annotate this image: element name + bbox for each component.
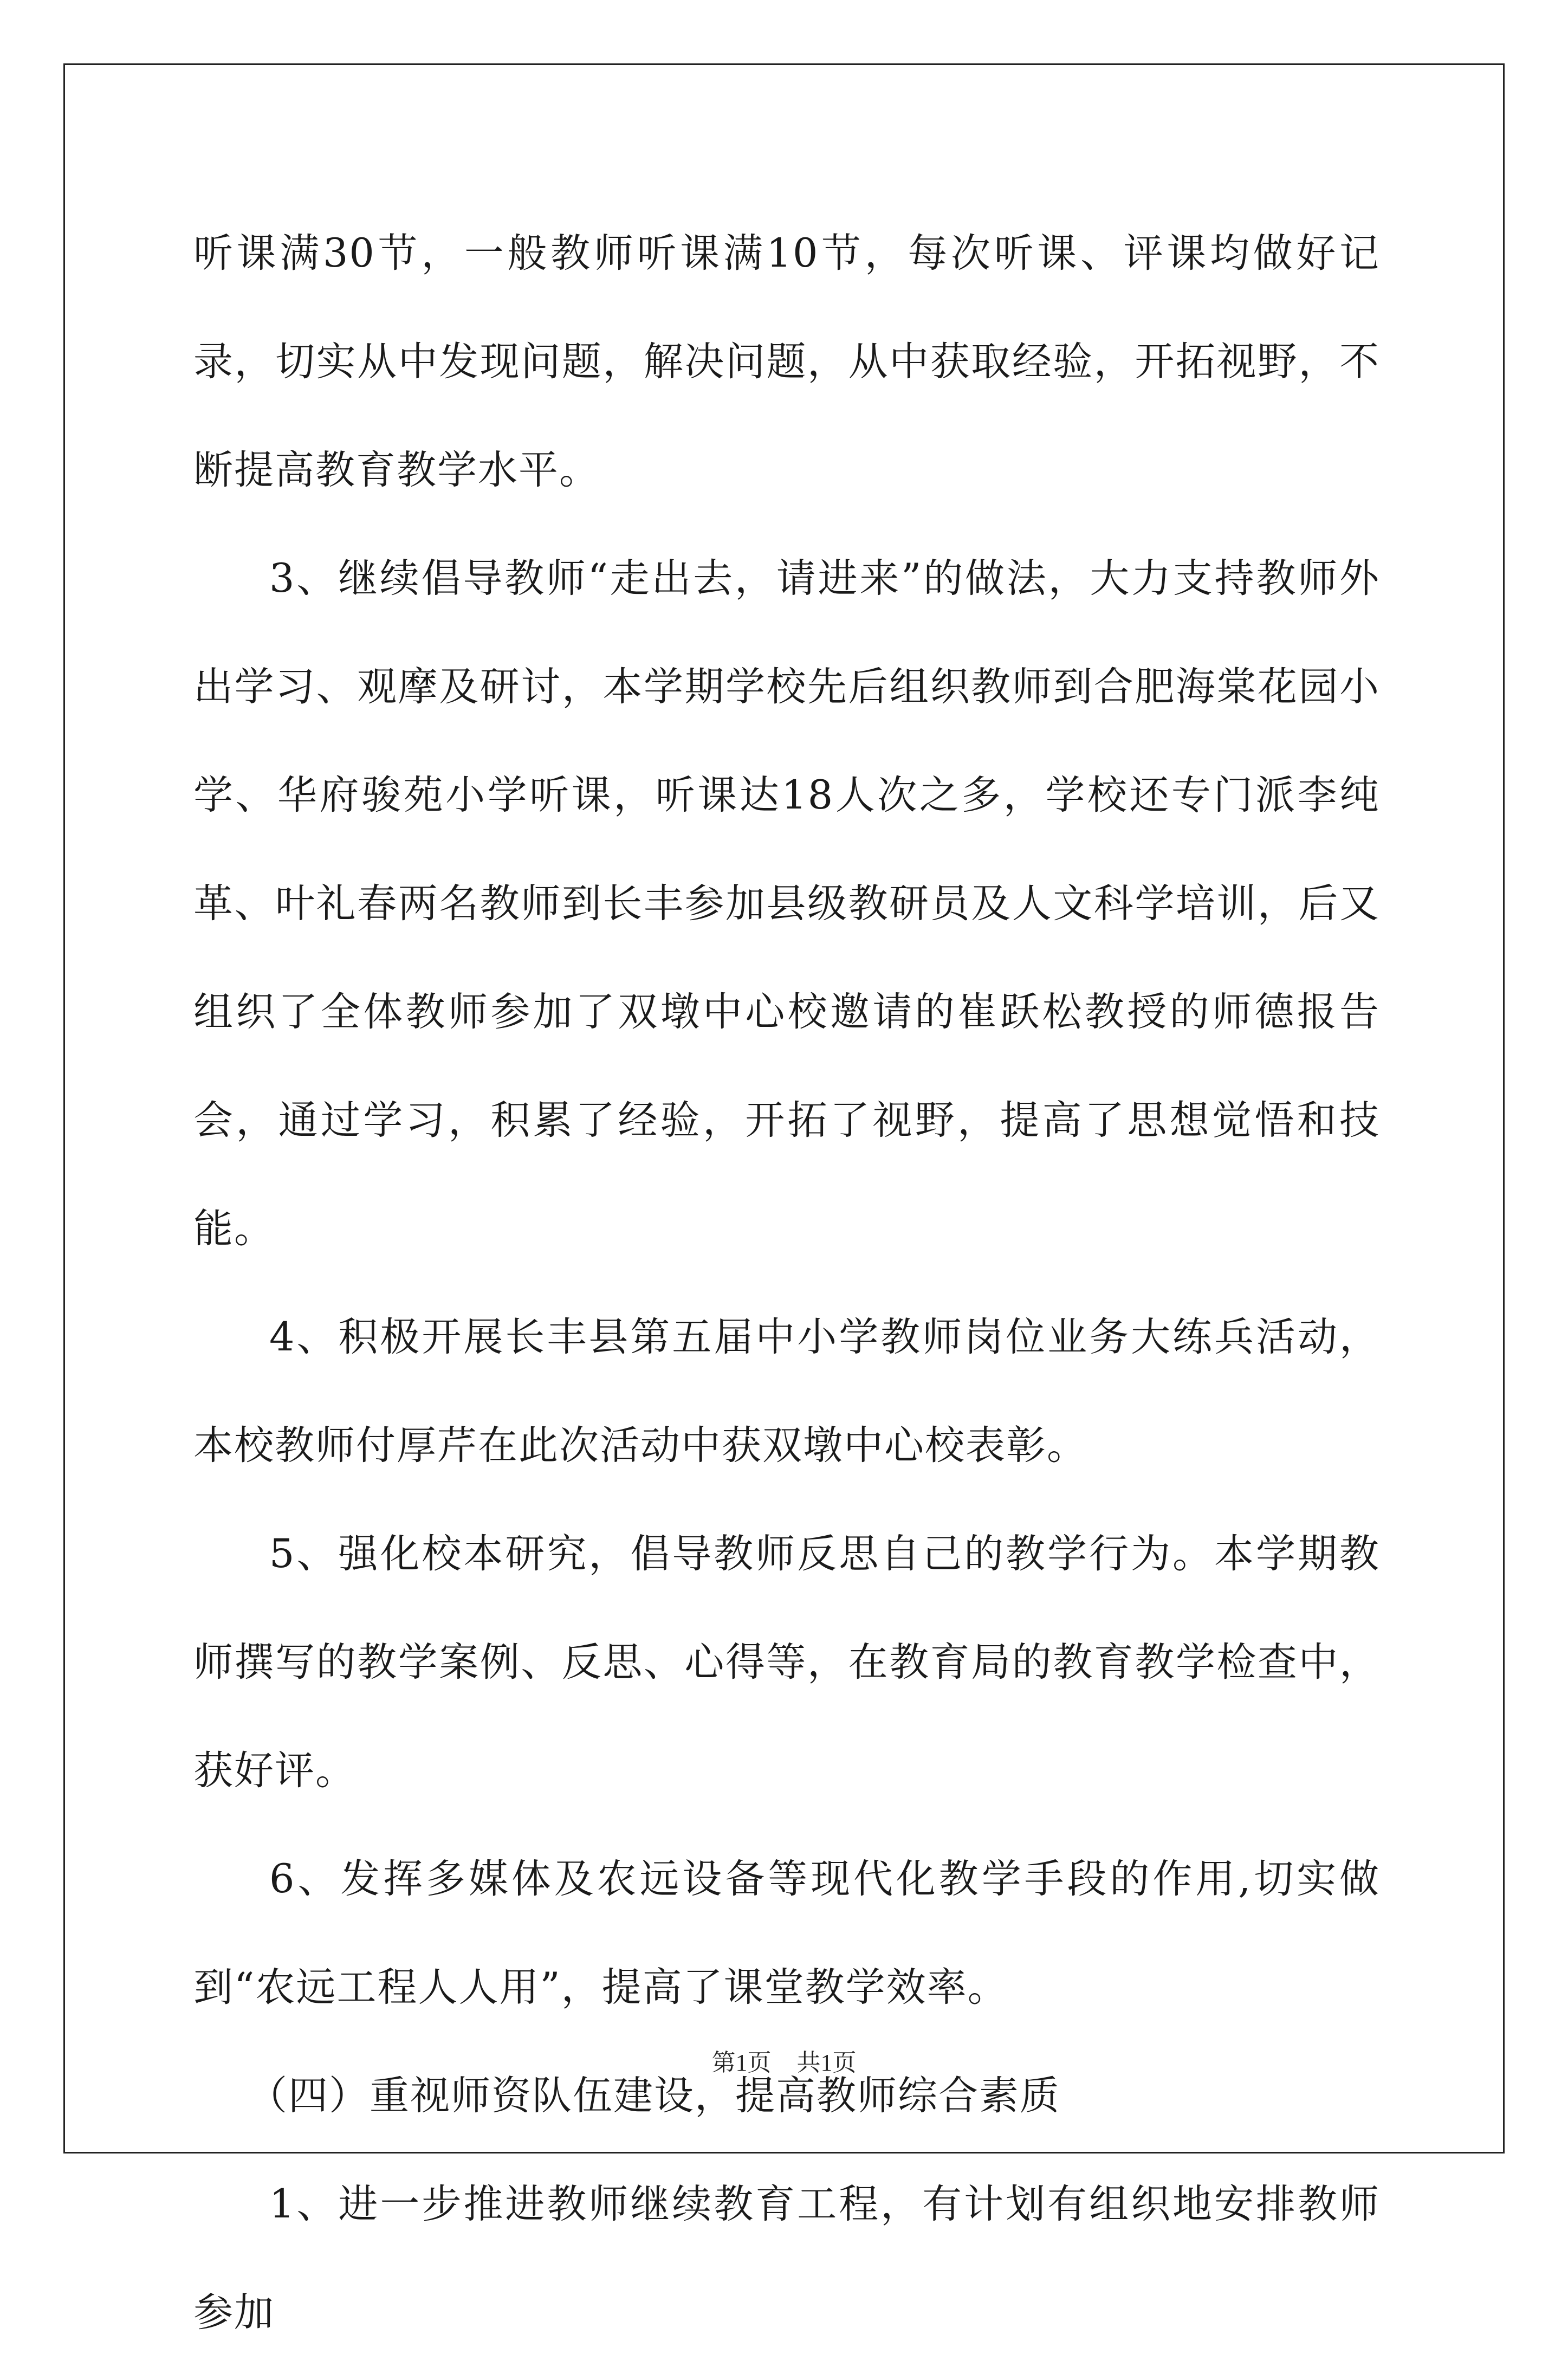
paragraph-item-5: 5、强化校本研究，倡导教师反思自己的教学行为。本学期教师撰写的教学案例、反思、心得等，在教育局的教育教学检查中，获好评。	[193, 1531, 1380, 1794]
document-body	[193, 199, 1380, 2367]
paragraph-item-4: 4、积极开展长丰县第五届中小学教师岗位业务大练兵活动，本校教师付厚芹在此次活动中获双墩中心校表彰。	[193, 1314, 1380, 1469]
paragraph-item-1: 1、进一步推进教师继续教育工程，有计划有组织地安排教师参加	[193, 2181, 1380, 2336]
paragraph-item-6: 6、发挥多媒体及农远设备等现代化教学手段的作用,切实做到“农远工程人人用”，提高了课堂教学效率。	[193, 1856, 1380, 2010]
page-total: 共1页	[796, 2049, 857, 2076]
page-footer	[0, 2043, 1568, 2078]
paragraph-continuation: 听课满30节，一般教师听课满10节，每次听课、评课均做好记录，切实从中发现问题，解决问题，从中获取经验，开拓视野，不断提高教育教学水平。	[193, 230, 1380, 493]
section-heading-4: （四）重视师资队伍建设，提高教师综合素质	[248, 2073, 1060, 2119]
paragraph-item-3: 3、继续倡导教师“走出去，请进来”的做法，大力支持教师外出学习、观摩及研讨，本学期学校先后组织教师到合肥海棠花园小学、华府骏苑小学听课，听课达18人次之多，学校还专门派李纯革、叶礼春两名教师到长丰参加县级教研员及人文科学培训，后又组织了全体教师参加了双墩中心校邀请的崔跃松教授的师德报告会，通过学习，积累了经验，开拓了视野，提高了思想觉悟和技能。	[193, 555, 1380, 1252]
page-number: 第1页	[711, 2049, 772, 2076]
